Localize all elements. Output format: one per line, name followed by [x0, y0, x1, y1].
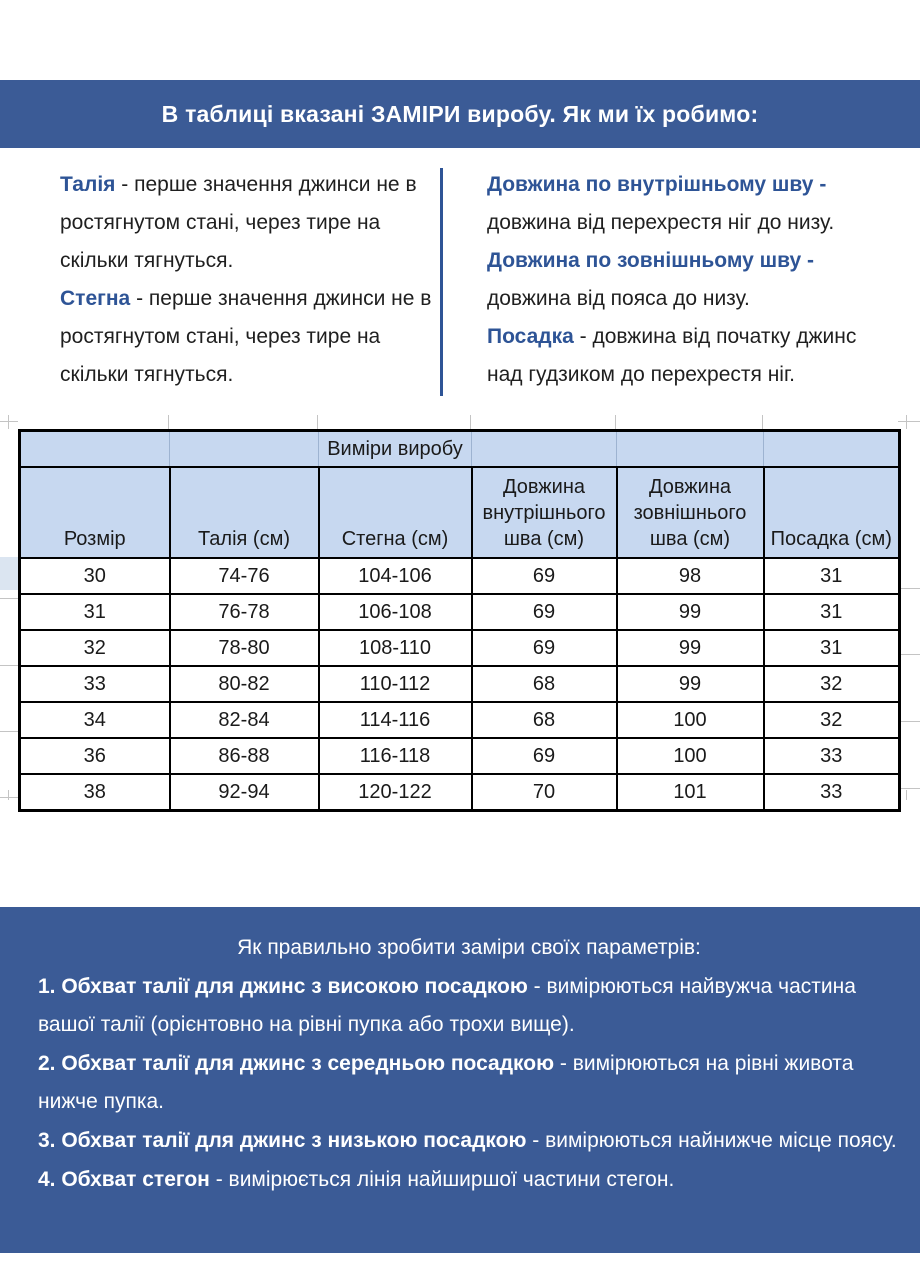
- table-cell: 30: [20, 558, 170, 594]
- gridline-stub: [906, 790, 907, 800]
- gridline-stub: [898, 788, 920, 789]
- definition-taliya: [60, 166, 436, 280]
- gridline-stub: [8, 790, 9, 800]
- definition-term: Посадка: [487, 325, 574, 348]
- gridline-stub: [0, 421, 18, 422]
- definition-term: Талія: [60, 173, 116, 196]
- instruction-item: [38, 1045, 900, 1121]
- table-cell: 99: [617, 666, 764, 702]
- table-body: [20, 558, 900, 811]
- table-cell: 69: [472, 738, 617, 774]
- table-cell: 76-78: [170, 594, 319, 630]
- table-cell: 98: [617, 558, 764, 594]
- highlight-cell: [0, 557, 18, 590]
- gridline-stub: [762, 415, 763, 429]
- table-cell: 68: [472, 666, 617, 702]
- gridline-stub: [470, 415, 471, 429]
- instructions-heading: Як правильно зробити заміри своїх параметрів:: [237, 936, 701, 959]
- column-header-size: Розмір: [20, 467, 170, 558]
- instruction-bold: 2. Обхват талії для джинс з середньою посадкою: [38, 1052, 555, 1075]
- definition-inner-seam: [487, 166, 897, 242]
- gridline-stub: [898, 588, 920, 589]
- table-cell: 99: [617, 630, 764, 666]
- definition-text: - довжина від початку джинс над гудзиком до перехрестя ніг.: [487, 325, 857, 386]
- size-table: [18, 429, 901, 812]
- table-cell: 92-94: [170, 774, 319, 811]
- definition-text: довжина від пояса до низу.: [487, 287, 750, 310]
- table-cell: 33: [20, 666, 170, 702]
- table-cell: 32: [20, 630, 170, 666]
- table-cell: 114-116: [319, 702, 472, 738]
- table-cell: 70: [472, 774, 617, 811]
- definitions-right-column: [487, 166, 897, 394]
- banner-title: В таблиці вказані ЗАМІРИ виробу. Як ми їх робимо:: [161, 100, 759, 127]
- table-row: [20, 630, 900, 666]
- table-cell: 110-112: [319, 666, 472, 702]
- gridline-stub: [906, 415, 907, 429]
- group-header-cell: [170, 431, 319, 468]
- gridline-stub: [168, 415, 169, 429]
- column-header-row: [20, 467, 900, 558]
- table-cell: 38: [20, 774, 170, 811]
- table-cell: 31: [764, 558, 900, 594]
- table-group-header-row: [20, 431, 900, 468]
- table-cell: 31: [764, 594, 900, 630]
- column-header-hips: Стегна (см): [319, 467, 472, 558]
- instruction-text: - вимірюється лінія найширшої частини стегон.: [209, 1168, 675, 1191]
- instruction-item: [38, 1122, 900, 1160]
- instruction-bold: 1. Обхват талії для джинс з високою посадкою: [38, 975, 528, 998]
- table-cell: 99: [617, 594, 764, 630]
- definition-term: Довжина по зовнішньому шву -: [487, 249, 815, 272]
- gridline-stub: [898, 654, 920, 655]
- table-cell: 69: [472, 630, 617, 666]
- table-cell: 32: [764, 702, 900, 738]
- definition-outer-seam: [487, 242, 897, 318]
- table-row: [20, 738, 900, 774]
- gridline-stub: [898, 421, 920, 422]
- table-cell: 108-110: [319, 630, 472, 666]
- instruction-text: - вимірюються найнижче місце поясу.: [526, 1129, 897, 1152]
- definitions-left-column: [60, 166, 436, 394]
- table-cell: 116-118: [319, 738, 472, 774]
- definition-term: Стегна: [60, 287, 131, 310]
- table-cell: 31: [20, 594, 170, 630]
- table-cell: 74-76: [170, 558, 319, 594]
- column-header-rise: Посадка (см): [764, 467, 900, 558]
- table-cell: 32: [764, 666, 900, 702]
- table-cell: 68: [472, 702, 617, 738]
- table-cell: 106-108: [319, 594, 472, 630]
- definition-text: - перше значення джинси не в ростягнутом стані, через тире на скільки тягнуться.: [60, 173, 417, 272]
- table-cell: 82-84: [170, 702, 319, 738]
- top-banner: [0, 80, 920, 148]
- definition-stegna: [60, 280, 436, 394]
- table-cell: 80-82: [170, 666, 319, 702]
- group-header-cell: [764, 431, 900, 468]
- table-cell: 69: [472, 558, 617, 594]
- definition-text: - перше значення джинси не в ростягнутом стані, через тире на скільки тягнуться.: [60, 287, 432, 386]
- definition-term: Довжина по внутрішньому шву -: [487, 173, 827, 196]
- gridline-stub: [0, 665, 18, 666]
- group-header-cell: [20, 431, 170, 468]
- table-row: [20, 702, 900, 738]
- instruction-item: [38, 968, 900, 1044]
- gridline-stub: [8, 415, 9, 429]
- table-cell: 86-88: [170, 738, 319, 774]
- table-cell: 33: [764, 738, 900, 774]
- instruction-bold: 4. Обхват стегон: [38, 1168, 210, 1191]
- column-header-inseam: Довжина внутрішнього шва (см): [472, 467, 617, 558]
- table-cell: 31: [764, 630, 900, 666]
- table-cell: 34: [20, 702, 170, 738]
- table-cell: 78-80: [170, 630, 319, 666]
- gridline-stub: [615, 415, 616, 429]
- instruction-text: - вимірюються на рівні живота нижче пупка.: [38, 1052, 854, 1113]
- gridline-stub: [0, 797, 18, 798]
- gridline-stub: [0, 598, 18, 599]
- column-header-outseam: Довжина зовнішнього шва (см): [617, 467, 764, 558]
- instruction-text: - вимірюються найвужча частина вашої талії (орієнтовно на рівні пупка або трохи вище).: [38, 975, 856, 1036]
- table-row: [20, 558, 900, 594]
- table-cell: 104-106: [319, 558, 472, 594]
- gridline-stub: [0, 731, 18, 732]
- table-cell: 69: [472, 594, 617, 630]
- gridline-stub: [317, 415, 318, 429]
- group-header-cell: Виміри виробу: [319, 431, 472, 468]
- table-cell: 120-122: [319, 774, 472, 811]
- table-cell: 100: [617, 738, 764, 774]
- definition-posadka: [487, 318, 897, 394]
- instruction-bold: 3. Обхват талії для джинс з низькою посадкою: [38, 1129, 527, 1152]
- column-header-waist: Талія (см): [170, 467, 319, 558]
- table-row: [20, 594, 900, 630]
- table-row: [20, 666, 900, 702]
- table-row: [20, 774, 900, 811]
- table-cell: 101: [617, 774, 764, 811]
- group-header-cell: [617, 431, 764, 468]
- table-cell: 36: [20, 738, 170, 774]
- group-header-cell: [472, 431, 617, 468]
- definition-text: довжина від перехрестя ніг до низу.: [487, 211, 835, 234]
- instructions-banner: [0, 907, 920, 1253]
- table-cell: 100: [617, 702, 764, 738]
- table-cell: 33: [764, 774, 900, 811]
- instruction-item: [38, 1161, 900, 1199]
- column-divider: [440, 168, 443, 396]
- gridline-stub: [898, 721, 920, 722]
